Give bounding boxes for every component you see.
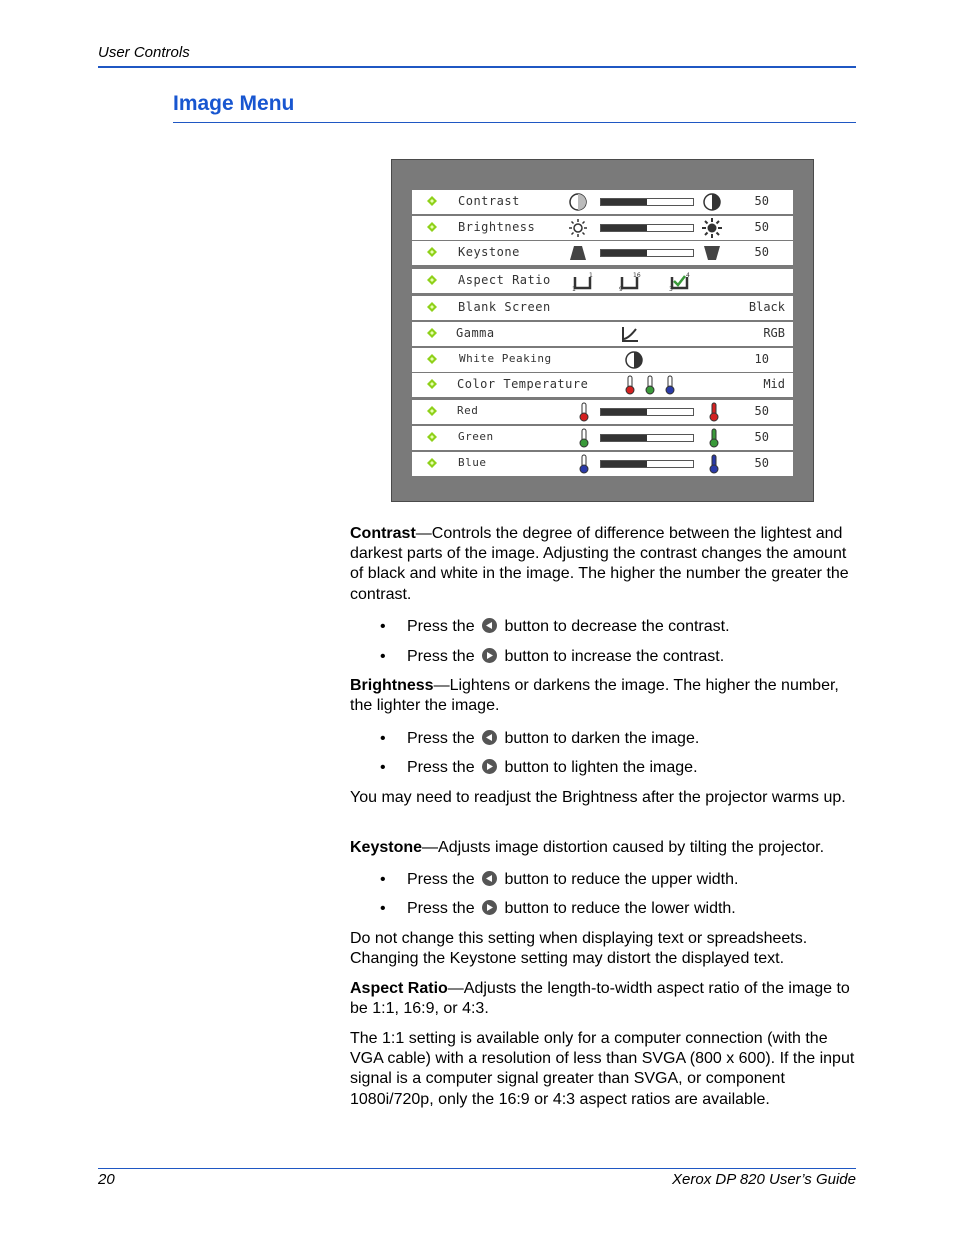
ratio-mark: 4 <box>686 272 690 279</box>
bullet-mark: • <box>380 759 386 776</box>
menu-row-value: 50 <box>754 456 769 470</box>
trapezoid-up-icon <box>568 243 588 263</box>
gamma-curve-icon <box>620 324 640 344</box>
bullet-mark: • <box>380 618 386 635</box>
bullet-text: button to decrease the contrast. <box>504 618 730 635</box>
sun-high-icon <box>702 218 722 238</box>
bullet-text: button to darken the image. <box>504 730 700 747</box>
bullet-mark: • <box>380 648 386 665</box>
keystone-paragraph <box>350 838 858 858</box>
running-head: User Controls <box>98 44 190 61</box>
menu-row-label: Color Temperature <box>457 377 589 391</box>
bullet-text: Press the <box>407 871 475 888</box>
menu-row-value: 50 <box>754 245 769 259</box>
term-brightness: Brightness <box>350 677 434 694</box>
list-item <box>380 647 724 667</box>
section-title: Image Menu <box>173 92 295 115</box>
footer-rule <box>98 1168 856 1169</box>
bullet-mark: • <box>380 900 386 917</box>
menu-row-red <box>412 400 793 424</box>
ratio-mark: 16 <box>633 272 641 279</box>
bullet-text: Press the <box>407 648 475 665</box>
note-text: The 1:1 setting is available only for a computer connection (with the VGA cable) with a resolution of less than SVGA (800 x 600). If the input signal is a computer signal greater than SVGA, or component 1080i/720p, only the 16:9 or 4:3 aspect ratios are available. <box>350 1030 855 1108</box>
term-aspect-ratio: Aspect Ratio <box>350 980 448 997</box>
bullet-text: button to reduce the lower width. <box>504 900 736 917</box>
menu-row-green <box>412 426 793 450</box>
bullet-text: Press the <box>407 759 475 776</box>
trapezoid-down-icon <box>702 243 722 263</box>
diamond-bullet-icon <box>427 247 437 257</box>
bullet-text: Press the <box>407 900 475 917</box>
thermometer-blue-icon <box>660 375 680 395</box>
bullet-mark: • <box>380 871 386 888</box>
aspect-ratio-description: —Adjusts the length-to-width aspect ratio of the image to be 1:1, 16:9, or 4:3. <box>350 980 850 1018</box>
keystone-description: —Adjusts image distortion caused by tilting the projector. <box>422 839 825 856</box>
brightness-slider <box>600 224 694 232</box>
bullet-text: Press the <box>407 618 475 635</box>
ratio-mark: 9 <box>619 286 623 291</box>
menu-row-label: Blue <box>458 456 487 469</box>
left-arrow-button-icon <box>482 871 497 886</box>
diamond-bullet-icon <box>427 432 437 442</box>
guide-title: Xerox DP 820 User’s Guide <box>672 1171 856 1188</box>
list-item <box>380 617 730 637</box>
menu-row-brightness <box>412 216 793 240</box>
menu-row-value: 50 <box>754 404 769 418</box>
menu-row-label: Blank Screen <box>458 300 551 314</box>
thermometer-green-icon <box>640 375 660 395</box>
half-circle-icon <box>624 350 644 370</box>
green-slider <box>600 434 694 442</box>
thermometer-red-icon <box>574 402 594 422</box>
term-keystone: Keystone <box>350 839 423 856</box>
diamond-bullet-icon <box>427 222 437 232</box>
menu-row-value: 50 <box>754 220 769 234</box>
keystone-note <box>350 929 858 969</box>
diamond-bullet-icon <box>427 406 437 416</box>
menu-row-white-peaking <box>412 348 793 372</box>
menu-row-gamma <box>412 322 793 346</box>
menu-row-label: Green <box>458 430 494 443</box>
bullet-text: button to reduce the upper width. <box>504 871 739 888</box>
menu-row-value: RGB <box>763 326 785 340</box>
brightness-paragraph <box>350 676 858 716</box>
left-arrow-button-icon <box>482 618 497 633</box>
sun-low-icon <box>568 218 588 238</box>
menu-row-value: 50 <box>754 194 769 208</box>
bullet-text: button to lighten the image. <box>504 759 698 776</box>
menu-row-aspect-ratio <box>412 269 793 293</box>
list-item <box>380 729 699 749</box>
brightness-note <box>350 788 858 808</box>
ratio-mark: 1 <box>589 272 593 279</box>
menu-row-label: Contrast <box>458 194 520 208</box>
brightness-description: —Lightens or darkens the image. The higher the number, the lighter the image. <box>350 677 839 715</box>
contrast-high-icon <box>702 192 722 212</box>
term-contrast: Contrast <box>350 525 416 542</box>
header-rule <box>98 66 856 68</box>
menu-row-value: 10 <box>754 352 769 366</box>
page-number: 20 <box>98 1171 115 1188</box>
menu-row-color-temperature <box>412 373 793 397</box>
thermometer-green-icon <box>574 428 594 448</box>
right-arrow-button-icon <box>482 900 497 915</box>
image-menu-screenshot <box>391 159 814 502</box>
menu-row-label: Brightness <box>458 220 536 234</box>
note-text: Do not change this setting when displaying text or spreadsheets. Changing the Keystone setting may distort the displayed text. <box>350 930 808 968</box>
diamond-bullet-icon <box>427 302 437 312</box>
aspect-ratio-note <box>350 1029 858 1110</box>
list-item <box>380 758 698 778</box>
menu-row-blue <box>412 452 793 476</box>
blue-slider <box>600 460 694 468</box>
menu-row-label: White Peaking <box>459 352 552 365</box>
aspect-ratio-4-3-icon <box>669 271 691 291</box>
menu-row-keystone <box>412 241 793 265</box>
aspect-ratio-1-1-icon <box>572 271 594 291</box>
keystone-slider <box>600 249 694 257</box>
menu-row-value: Mid <box>763 377 785 391</box>
diamond-bullet-icon <box>427 196 437 206</box>
menu-row-contrast <box>412 190 793 214</box>
left-arrow-button-icon <box>482 730 497 745</box>
diamond-bullet-icon <box>427 275 437 285</box>
menu-row-label: Gamma <box>456 326 495 340</box>
list-item <box>380 870 738 890</box>
menu-row-label: Red <box>457 404 479 417</box>
list-item <box>380 899 736 919</box>
aspect-ratio-16-9-icon <box>619 271 641 291</box>
ratio-mark: 3 <box>669 286 673 291</box>
menu-row-value: 50 <box>754 430 769 444</box>
bullet-text: button to increase the contrast. <box>504 648 725 665</box>
menu-row-blank-screen <box>412 296 793 320</box>
right-arrow-button-icon <box>482 648 497 663</box>
aspect-ratio-paragraph <box>350 979 858 1019</box>
red-slider <box>600 408 694 416</box>
contrast-slider <box>600 198 694 206</box>
thermometer-red-icon <box>704 402 724 422</box>
menu-row-label: Keystone <box>458 245 520 259</box>
diamond-bullet-icon <box>427 328 437 338</box>
note-text: You may need to readjust the Brightness after the projector warms up. <box>350 789 846 806</box>
thermometer-red-icon <box>620 375 640 395</box>
menu-row-value: Black <box>748 300 785 314</box>
diamond-bullet-icon <box>427 379 437 389</box>
diamond-bullet-icon <box>427 458 437 468</box>
title-rule <box>173 122 856 123</box>
thermometer-blue-icon <box>574 454 594 474</box>
contrast-description: —Controls the degree of difference between the lightest and darkest parts of the image. Adjusting the contrast changes the amount of black and white in the image. The higher the number the greater the contrast. <box>350 525 849 603</box>
menu-row-label: Aspect Ratio <box>458 273 551 287</box>
thermometer-blue-icon <box>704 454 724 474</box>
diamond-bullet-icon <box>427 354 437 364</box>
bullet-text: Press the <box>407 730 475 747</box>
right-arrow-button-icon <box>482 759 497 774</box>
bullet-mark: • <box>380 730 386 747</box>
contrast-paragraph <box>350 524 858 605</box>
ratio-mark: 1 <box>572 286 576 291</box>
thermometer-green-icon <box>704 428 724 448</box>
contrast-low-icon <box>568 192 588 212</box>
